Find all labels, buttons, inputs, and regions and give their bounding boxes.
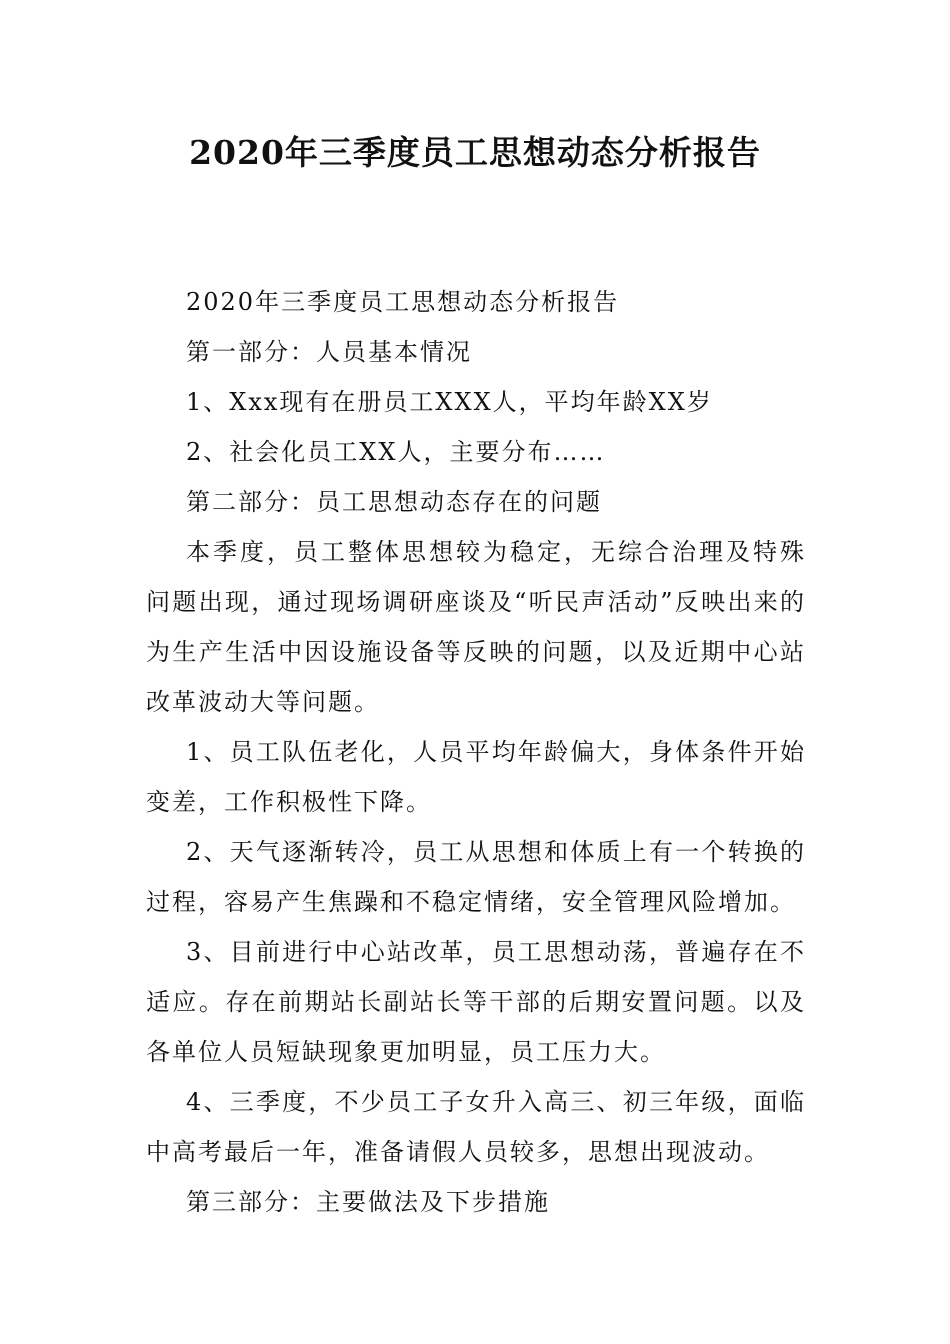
section-3-heading: 第三部分：主要做法及下步措施 [186,1188,550,1216]
section-1-heading: 第一部分：人员基本情况 [186,338,472,366]
paragraph-issue-3: 3、目前进行中心站改革，员工思想动荡，普遍存在不适应。存在前期站长副站长等干部的后期安置问题。以及各单位人员短缺现象更加明显，员工压力大。 [146,938,806,1066]
document-title: 2020年三季度员工思想动态分析报告 [189,133,761,172]
paragraph-social-staff: 2、社会化员工XX人，主要分布…… [186,438,606,466]
paragraph-issue-1: 1、员工队伍老化，人员平均年龄偏大，身体条件开始变差，工作积极性下降。 [146,738,806,816]
section-2-heading: 第二部分：员工思想动态存在的问题 [186,488,602,516]
paragraph-issue-4: 4、三季度，不少员工子女升入高三、初三年级，面临中高考最后一年，准备请假人员较多，思想出现波动。 [146,1088,806,1166]
paragraph-staff-count: 1、Xxx现有在册员工XXX人，平均年龄XX岁 [186,388,713,416]
paragraph-issue-2: 2、天气逐渐转冷，员工从思想和体质上有一个转换的过程，容易产生焦躁和不稳定情绪，安全管理风险增加。 [146,838,806,916]
paragraph-overview: 本季度，员工整体思想较为稳定，无综合治理及特殊问题出现，通过现场调研座谈及“听民声活动”反映出来的为生产生活中因设施设备等反映的问题，以及近期中心站改革波动大等问题。 [146,538,806,716]
body-title-line: 2020年三季度员工思想动态分析报告 [186,288,620,316]
document-body [146,277,806,1227]
